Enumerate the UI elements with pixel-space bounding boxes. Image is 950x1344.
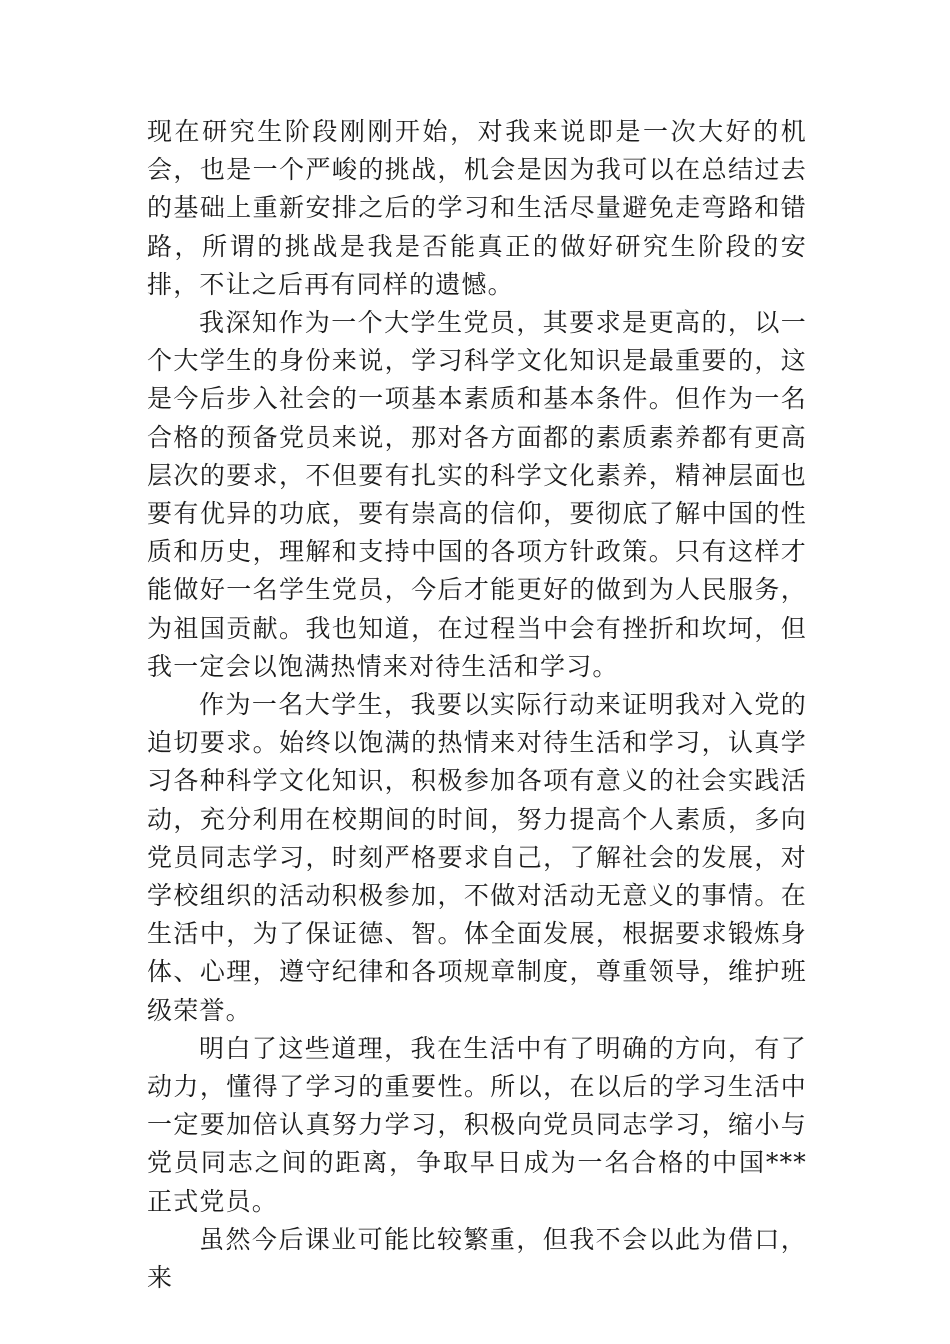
paragraph-2: 我深知作为一个大学生党员，其要求是更高的，以一个大学生的身份来说，学习科学文化知识是最重要的，这是今后步入社会的一项基本素质和基本条件。但作为一名合格的预备党员来说，那对各方面都的素质素养都有更高层次的要求，不但要有扎实的科学文化素养，精神层面也要有优异的功底，要有崇高的信仰，要彻底了解中国的性质和历史，理解和支持中国的各项方针政策。只有这样才能做好一名学生党员，今后才能更好的做到为人民服务，为祖国贡献。我也知道，在过程当中会有挫折和坎坷，但我一定会以饱满热情来对待生活和学习。 (147, 308, 807, 681)
paragraph-5: 虽然今后课业可能比较繁重，但我不会以此为借口，来 (147, 1224, 807, 1293)
document-body (147, 113, 807, 1297)
paragraph-3: 作为一名大学生，我要以实际行动来证明我对入党的迫切要求。始终以饱满的热情来对待生活和学习，认真学习各种科学文化知识，积极参加各项有意义的社会实践活动，充分利用在校期间的时间，努力提高个人素质，多向党员同志学习，时刻严格要求自己，了解社会的发展，对学校组织的活动积极参加，不做对活动无意义的事情。在生活中，为了保证德、智。体全面发展，根据要求锻炼身体、心理，遵守纪律和各项规章制度，尊重领导，维护班级荣誉。 (147, 690, 807, 1025)
paragraph-1: 现在研究生阶段刚刚开始，对我来说即是一次大好的机会，也是一个严峻的挑战，机会是因为我可以在总结过去的基础上重新安排之后的学习和生活尽量避免走弯路和错路，所谓的挑战是我是否能真正的做好研究生阶段的安排，不让之后再有同样的遗憾。 (147, 117, 807, 299)
paragraph-4: 明白了这些道理，我在生活中有了明确的方向，有了动力，懂得了学习的重要性。所以，在以后的学习生活中一定要加倍认真努力学习，积极向党员同志学习，缩小与党员同志之间的距离，争取早日成为一名合格的中国***正式党员。 (147, 1033, 807, 1216)
